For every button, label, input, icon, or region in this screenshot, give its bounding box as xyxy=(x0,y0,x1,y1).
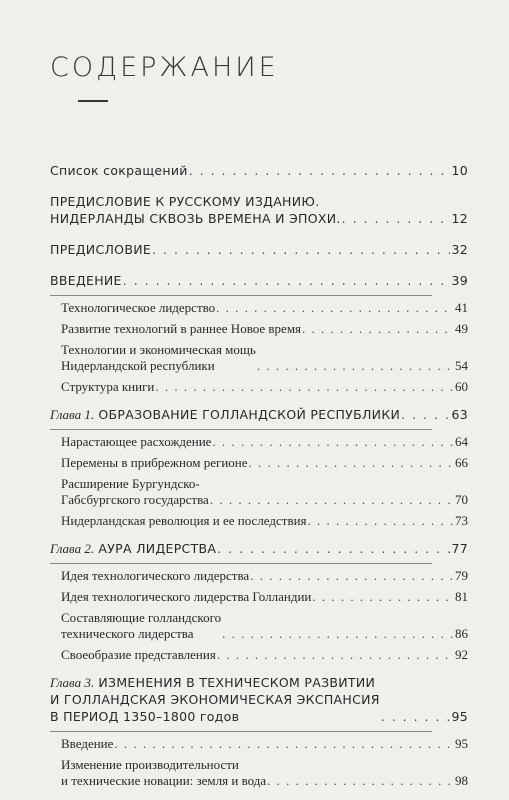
toc-page-number: 60 xyxy=(455,379,468,394)
toc-chapter-entry[interactable] xyxy=(50,674,468,725)
toc-chapter-entry[interactable] xyxy=(50,406,468,423)
leader-dots xyxy=(152,241,450,258)
leader-dots xyxy=(114,736,454,752)
toc-entry-title-line: технического лидерства xyxy=(61,626,194,641)
toc-entry-title-line: Габсбургского государства xyxy=(61,492,209,507)
leader-dots xyxy=(222,626,454,642)
section-divider xyxy=(50,563,432,564)
toc-entry-title: Своеобразие представления xyxy=(61,647,216,662)
toc-subentry[interactable] xyxy=(50,568,468,584)
leader-dots xyxy=(212,434,454,450)
leader-dots xyxy=(189,162,451,179)
leader-dots xyxy=(155,379,454,395)
section-divider xyxy=(50,295,432,296)
toc-entry-title: Введение xyxy=(61,736,114,751)
leader-dots xyxy=(216,300,454,316)
toc-entry-title: Перемены в прибрежном регионе xyxy=(61,455,248,470)
toc-entry-title-line: Технологии и экономическая мощь xyxy=(61,342,256,357)
toc-page-number: 70 xyxy=(455,492,468,507)
toc-subentry[interactable] xyxy=(50,321,468,337)
toc-entry-title: ВВЕДЕНИЕ xyxy=(50,273,122,288)
toc-subentry[interactable] xyxy=(50,513,468,529)
toc-subentry[interactable] xyxy=(50,610,468,642)
leader-dots xyxy=(250,568,454,584)
toc-page-number: 73 xyxy=(455,513,468,528)
toc-page-number: 41 xyxy=(455,300,468,315)
toc-entry[interactable] xyxy=(50,193,468,227)
toc-entry-title: Идея технологического лидерства xyxy=(61,568,250,583)
toc-chapter-entry[interactable] xyxy=(50,540,468,557)
toc-entry[interactable] xyxy=(50,272,468,289)
leader-dots xyxy=(312,589,454,605)
toc-entry-title: АУРА ЛИДЕРСТВА xyxy=(98,541,217,556)
toc-entry[interactable] xyxy=(50,162,468,179)
leader-dots xyxy=(257,358,454,374)
toc-page-number: 64 xyxy=(455,434,468,449)
toc-page-number: 66 xyxy=(455,455,468,470)
toc-entry-title-line: ПРЕДИСЛОВИЕ К РУССКОМУ ИЗДАНИЮ. xyxy=(50,194,320,209)
toc-entry-title: Технологическое лидерство xyxy=(61,300,216,315)
toc-page-number: 95 xyxy=(455,736,468,751)
leader-dots xyxy=(217,540,450,557)
leader-dots xyxy=(342,210,451,227)
toc-entry-title-line: и технические новации: земля и вода xyxy=(61,773,267,788)
leader-dots xyxy=(381,708,451,725)
toc-page-number: 81 xyxy=(455,589,468,604)
toc-entry-title-line: Расширение Бургундско- xyxy=(61,476,200,491)
toc-entry-title-line: НИДЕРЛАНДЫ СКВОЗЬ ВРЕМЕНА И ЭПОХИ. xyxy=(50,211,341,226)
leader-dots xyxy=(302,321,454,337)
toc-subentry[interactable] xyxy=(50,300,468,316)
toc-subentry[interactable] xyxy=(50,476,468,508)
toc-entry-title-line: В ПЕРИОД 1350–1800 годов xyxy=(50,709,240,724)
leader-dots xyxy=(401,406,450,423)
toc-entry-title: Нарастающее расхождение xyxy=(61,434,212,449)
toc-entry-title-line: Нидерландской республики xyxy=(61,358,215,373)
toc-entry-title: ПРЕДИСЛОВИЕ xyxy=(50,242,152,257)
chapter-label: Глава 3. xyxy=(50,675,95,690)
toc-page-number: 77 xyxy=(451,541,468,556)
section-divider xyxy=(50,731,432,732)
title-underline xyxy=(78,100,108,102)
toc-page-number: 54 xyxy=(455,358,468,373)
toc-page-number: 79 xyxy=(455,568,468,583)
toc-subentry[interactable] xyxy=(50,379,468,395)
toc-entry-title-line: И ГОЛЛАНДСКАЯ ЭКОНОМИЧЕСКАЯ ЭКСПАНСИЯ xyxy=(50,692,380,707)
toc-subentry[interactable] xyxy=(50,342,468,374)
leader-dots xyxy=(249,455,454,471)
toc-subentry[interactable] xyxy=(50,647,468,663)
leader-dots xyxy=(267,773,454,789)
toc-page-number: 86 xyxy=(455,626,468,641)
leader-dots xyxy=(123,272,451,289)
toc-entry-title-line: ИЗМЕНЕНИЯ В ТЕХНИЧЕСКОМ РАЗВИТИИ xyxy=(98,675,376,690)
toc-entry-title: Идея технологического лидерства Голландии xyxy=(61,589,312,604)
toc-entry-title: Список сокращений xyxy=(50,163,188,178)
toc-entry-title: Нидерландская революция и ее последствия xyxy=(61,513,307,528)
leader-dots xyxy=(210,492,454,508)
toc-page-number: 95 xyxy=(451,709,468,724)
toc-subentry[interactable] xyxy=(50,736,468,752)
toc-page-number: 10 xyxy=(451,163,468,178)
toc-entry-title-line: Изменение производительности xyxy=(61,757,239,772)
toc-page-number: 49 xyxy=(455,321,468,336)
toc-entry-title: Развитие технологий в раннее Новое время xyxy=(61,321,302,336)
chapter-label: Глава 1. xyxy=(50,407,95,422)
page-title: СОДЕРЖАНИЕ xyxy=(50,52,279,83)
toc-page-number: 98 xyxy=(455,773,468,788)
chapter-label: Глава 2. xyxy=(50,541,95,556)
toc-subentry[interactable] xyxy=(50,455,468,471)
toc-subentry[interactable] xyxy=(50,757,468,789)
toc-entry-title: Структура книги xyxy=(61,379,155,394)
toc-subentry[interactable] xyxy=(50,434,468,450)
toc-entry-title-line: Составляющие голландского xyxy=(61,610,222,625)
toc-entry-title: ОБРАЗОВАНИЕ ГОЛЛАНДСКОЙ РЕСПУБЛИКИ xyxy=(98,407,401,422)
toc-page-number: 32 xyxy=(451,242,468,257)
section-divider xyxy=(50,429,432,430)
leader-dots xyxy=(308,513,454,529)
leader-dots xyxy=(217,647,454,663)
toc-entry[interactable] xyxy=(50,241,468,258)
toc-page-number: 12 xyxy=(451,211,468,226)
toc-page-number: 39 xyxy=(451,273,468,288)
toc-page-number: 92 xyxy=(455,647,468,662)
toc-subentry[interactable] xyxy=(50,589,468,605)
table-of-contents xyxy=(50,162,468,789)
toc-page-number: 63 xyxy=(451,407,468,422)
